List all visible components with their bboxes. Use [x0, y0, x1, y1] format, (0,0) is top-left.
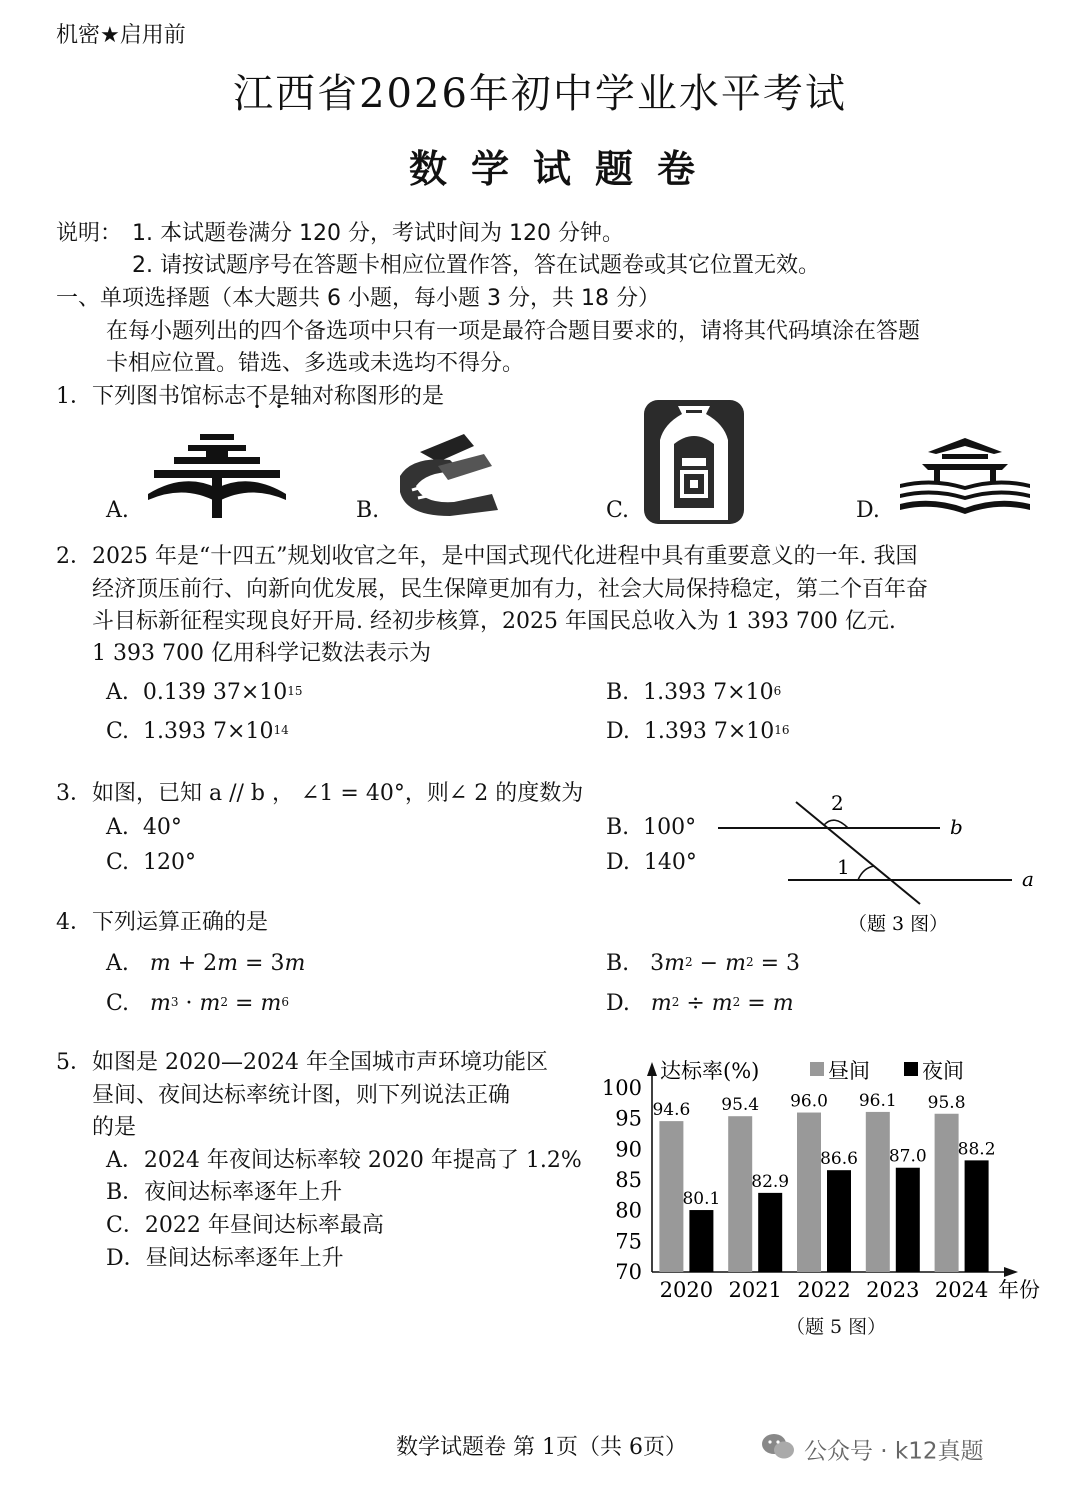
question-number: 5．	[56, 1050, 92, 1075]
q2-option-d: D. 1.393 $7\times 10^{16}$	[606, 719, 790, 744]
q2-stem-line: 2025 年是“十四五”规划收官之年，是中国式现代化进程中具有重要意义的一年. 我国	[92, 544, 918, 569]
bar-night	[758, 1193, 782, 1272]
q4-option-b: B. $3m^2 - m^2 = 3$	[606, 951, 801, 976]
bar-day	[659, 1121, 683, 1272]
section-desc: 卡相应位置。错选、多选或未选均不得分。	[106, 351, 525, 376]
watermark: 公众号 · k12真题	[760, 1432, 984, 1472]
angle-1-arc	[858, 866, 874, 880]
y-tick-label: 80	[615, 1198, 642, 1223]
q1-option-b: B.	[356, 498, 380, 523]
library-logo-c-icon	[644, 400, 744, 524]
q2-stem-line: 斗目标新征程实现良好开局. 经初步核算，2025 年国民总收入为 1 393 700 亿元.	[92, 609, 896, 634]
secret-label: 机密★启用前	[56, 23, 186, 48]
q2-option-a: A. 0.139 $37\times 10^{15}$	[106, 680, 303, 705]
angle-1-label: 1	[837, 855, 850, 879]
x-tick-label: 2023	[866, 1278, 920, 1302]
q2-option-c: C. 1.393 $7\times 10^{14}$	[106, 719, 289, 744]
y-axis-arrow-icon	[647, 1062, 657, 1076]
bar-day	[935, 1114, 959, 1272]
page-footer: 数学试题卷 第 1页（共 6页）	[396, 1435, 687, 1460]
y-tick-label: 70	[615, 1260, 642, 1284]
x-axis-arrow-icon	[1004, 1267, 1018, 1277]
bar-day	[728, 1116, 752, 1272]
bar-night	[965, 1160, 989, 1272]
line-b-label: b	[950, 815, 963, 839]
x-tick-label: 2024	[934, 1278, 989, 1302]
section-desc: 在每小题列出的四个备选项中只有一项是最符合题目要求的，请将其代码填涂在答题	[106, 319, 921, 344]
figure-caption: （题 3 图）	[848, 913, 949, 935]
q4-option-d: D. $m^2 \div m^2 = m$	[606, 991, 794, 1016]
q5-option-b: B．夜间达标率逐年上升	[106, 1180, 343, 1205]
instruction-item: 2. 请按试题序号在答题卡相应位置作答，答在试题卷或其它位置无效。	[132, 253, 820, 278]
q1-option-c: C.	[606, 498, 630, 523]
data-label: 95.4	[721, 1095, 760, 1116]
data-label: 88.2	[957, 1139, 996, 1160]
q5-option-a: A．2024 年夜间达标率较 2020 年提高了 1.2%	[106, 1148, 582, 1173]
legend-label-night: 夜间	[922, 1059, 964, 1083]
q4-stem: 下列运算正确的是	[92, 910, 269, 935]
y-tick-label: 100	[601, 1076, 642, 1100]
q5-option-c: C．2022 年昼间达标率最高	[106, 1213, 384, 1238]
data-label: 96.1	[858, 1090, 897, 1111]
q1-option-a: A.	[106, 498, 129, 523]
q1-option-d: D.	[856, 498, 880, 523]
paper-subtitle: 数学试题卷	[408, 147, 719, 191]
q3-option-b: B. 100°	[606, 815, 697, 840]
data-label: 96.0	[790, 1091, 828, 1112]
q2-option-b: B. 1.393 $7\times 10^6$	[606, 680, 782, 705]
data-label: 94.6	[652, 1100, 691, 1121]
q3-option-a: A. 40°	[106, 815, 182, 840]
q2-stem-line: 1 393 700 亿用科学记数法表示为	[92, 641, 431, 666]
q4-option-c: C. $m^3 \cdot m^2 = m^6$	[106, 991, 289, 1016]
q5-stem-line: 如图是 2020—2024 年全国城市声环境功能区	[92, 1050, 548, 1075]
data-label: 95.8	[927, 1092, 966, 1113]
q2-stem-line: 经济顶压前行、向新向优发展，民生保障更加有力，社会大局保持稳定，第二个百年奋	[92, 577, 929, 602]
y-tick-label: 75	[615, 1229, 642, 1254]
section-heading: 一、单项选择题（本大题共 6 小题，每小题 3 分，共 18 分）	[56, 286, 660, 311]
q3-stem: 如图，已知 a // b ， ∠1 = 40°，则∠ 2 的度数为	[92, 781, 584, 806]
line-a-label: a	[1022, 867, 1034, 891]
library-logo-d-icon	[898, 436, 1032, 518]
q5-stem-line: 的是	[92, 1115, 137, 1140]
data-label: 82.9	[751, 1171, 790, 1192]
x-tick-label: 2021	[728, 1278, 782, 1302]
data-label: 86.6	[820, 1149, 858, 1170]
question-number: 4．	[56, 910, 92, 935]
y-axis-label: 达标率(%)	[660, 1059, 760, 1083]
x-tick-label: 2020	[659, 1278, 714, 1302]
chart-caption: （题 5 图）	[786, 1316, 887, 1338]
library-logo-b-icon	[392, 432, 502, 518]
bar-night	[896, 1168, 920, 1272]
question-number: 3．	[56, 781, 92, 806]
angle-2-label: 2	[831, 791, 844, 815]
bar-night	[689, 1210, 713, 1272]
wechat-icon	[760, 1432, 796, 1472]
x-tick-label: 2022	[797, 1278, 851, 1302]
y-tick-label: 85	[615, 1168, 642, 1192]
legend-swatch-night	[904, 1062, 918, 1076]
bar-day	[866, 1112, 890, 1272]
legend-swatch-day	[810, 1062, 824, 1076]
y-tick-label: 90	[615, 1137, 642, 1162]
question-number: 2．	[56, 544, 92, 569]
question-number: 1．	[56, 384, 92, 409]
bar-night	[827, 1170, 851, 1272]
q1-stem: 下列图书馆标志不是轴对称图形的是	[92, 384, 445, 409]
data-label: 87.0	[888, 1146, 927, 1167]
instructions-label: 说明：	[56, 221, 123, 246]
q4-option-a: A. m + 2m = 3m	[106, 951, 306, 976]
q3-option-d: D. 140°	[606, 850, 697, 875]
y-tick-label: 95	[615, 1106, 642, 1131]
legend-label-day: 昼间	[828, 1059, 870, 1083]
q5-bar-chart	[596, 1046, 1056, 1306]
q3-option-c: C. 120°	[106, 850, 197, 875]
bar-day	[797, 1113, 821, 1272]
data-label: 80.1	[682, 1189, 721, 1210]
transversal-line	[796, 802, 920, 904]
library-logo-a-icon	[144, 432, 290, 518]
instruction-item: 1. 本试题卷满分 120 分，考试时间为 120 分钟。	[132, 221, 624, 246]
q3-figure	[700, 786, 1050, 946]
x-axis-label: 年份	[998, 1278, 1040, 1302]
q5-stem-line: 昼间、夜间达标率统计图，则下列说法正确	[92, 1083, 511, 1108]
exam-title: 江西省2026年初中学业水平考试	[233, 71, 847, 117]
q5-option-d: D．昼间达标率逐年上升	[106, 1246, 344, 1271]
